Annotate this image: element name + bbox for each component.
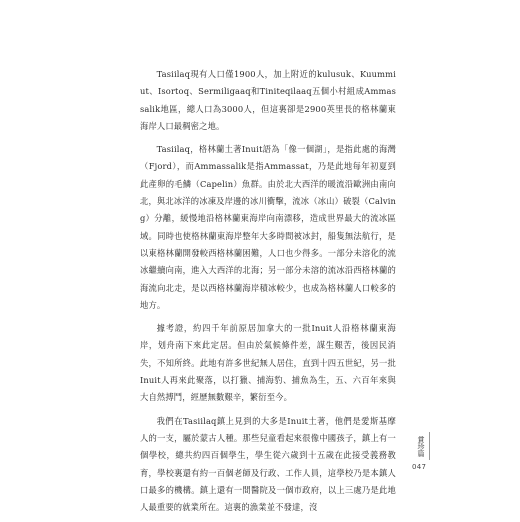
section-tab-label: 賞珍篇 (417, 436, 425, 457)
paragraph-1: Tasiilaq現有人口僅1900人，加上附近的kulusuk、Kuummiut、Isortoq、Sermiligaaq和Tiniteqilaaq五個小村組成Ammassalik地區，總人口為3000人，但這裏卻是2900英里長的格林蘭東海岸人口最稠密之地。 (140, 69, 396, 131)
page-number: 047 (412, 463, 427, 471)
body-text (140, 66, 396, 522)
paragraph-2: Tasiilaq，格林蘭土著Inuit語為「像一個湖」，是指此處的海灣（Fjord），而Ammassalik是指Ammassat，乃是此地每年初夏到此產卵的毛鱗（Capelin）魚群。由於北大西洋的暖流沿歐洲由南向北，與北冰洋的冰凍及岸邊的冰川衝擊，流冰（冰山）破裂（Calving）分離，緩慢地沿格林蘭東海岸向南漂移，造成世界最大的流冰區域。同時也使格林蘭東海岸整年大多時間被冰封，船隻無法航行，是以東格林蘭開發較西格林蘭困難，人口也少得多。一部分未溶化的流冰繼續向南，進入大西洋的北海；另一部分未溶的流冰沿西格林蘭的海流向北走，是以西格林蘭海岸積冰較少，也成為格林蘭人口較多的地方。 (140, 144, 396, 310)
paragraph-3: 據考證，約四千年前原居加拿大的一批Inuit人沿格林蘭東海岸，划舟南下來此定居。但由於氣候條件差，謀生艱苦，後因民消失，不知所終。此地有許多世紀無人居住，直到十四五世紀，另一批Inuit人再來此聚落，以打獵、捕海豹、捕魚為生，五、六百年來與大自然搏鬥，經歷無數艱辛，繁衍至今。 (140, 323, 396, 403)
paragraph-4: 我們在Tasiilaq鎮上見到的大多是Inuit土著，他們是愛斯基摩人的一支，屬於蒙古人種。那些兒童看起來很像中國孩子，鎮上有一個學校，總共約四百個學生，學生從六歲到十五歲在此接受義務教育，學校裏還有約一百個老師及行政、工作人員，這學校乃是本鎮人口最多的機構。鎮上還有一間醫院及一個市政府，以上三處乃是此地人最重要的就業所在。這裏的漁業並不發達，沒 (140, 415, 396, 513)
